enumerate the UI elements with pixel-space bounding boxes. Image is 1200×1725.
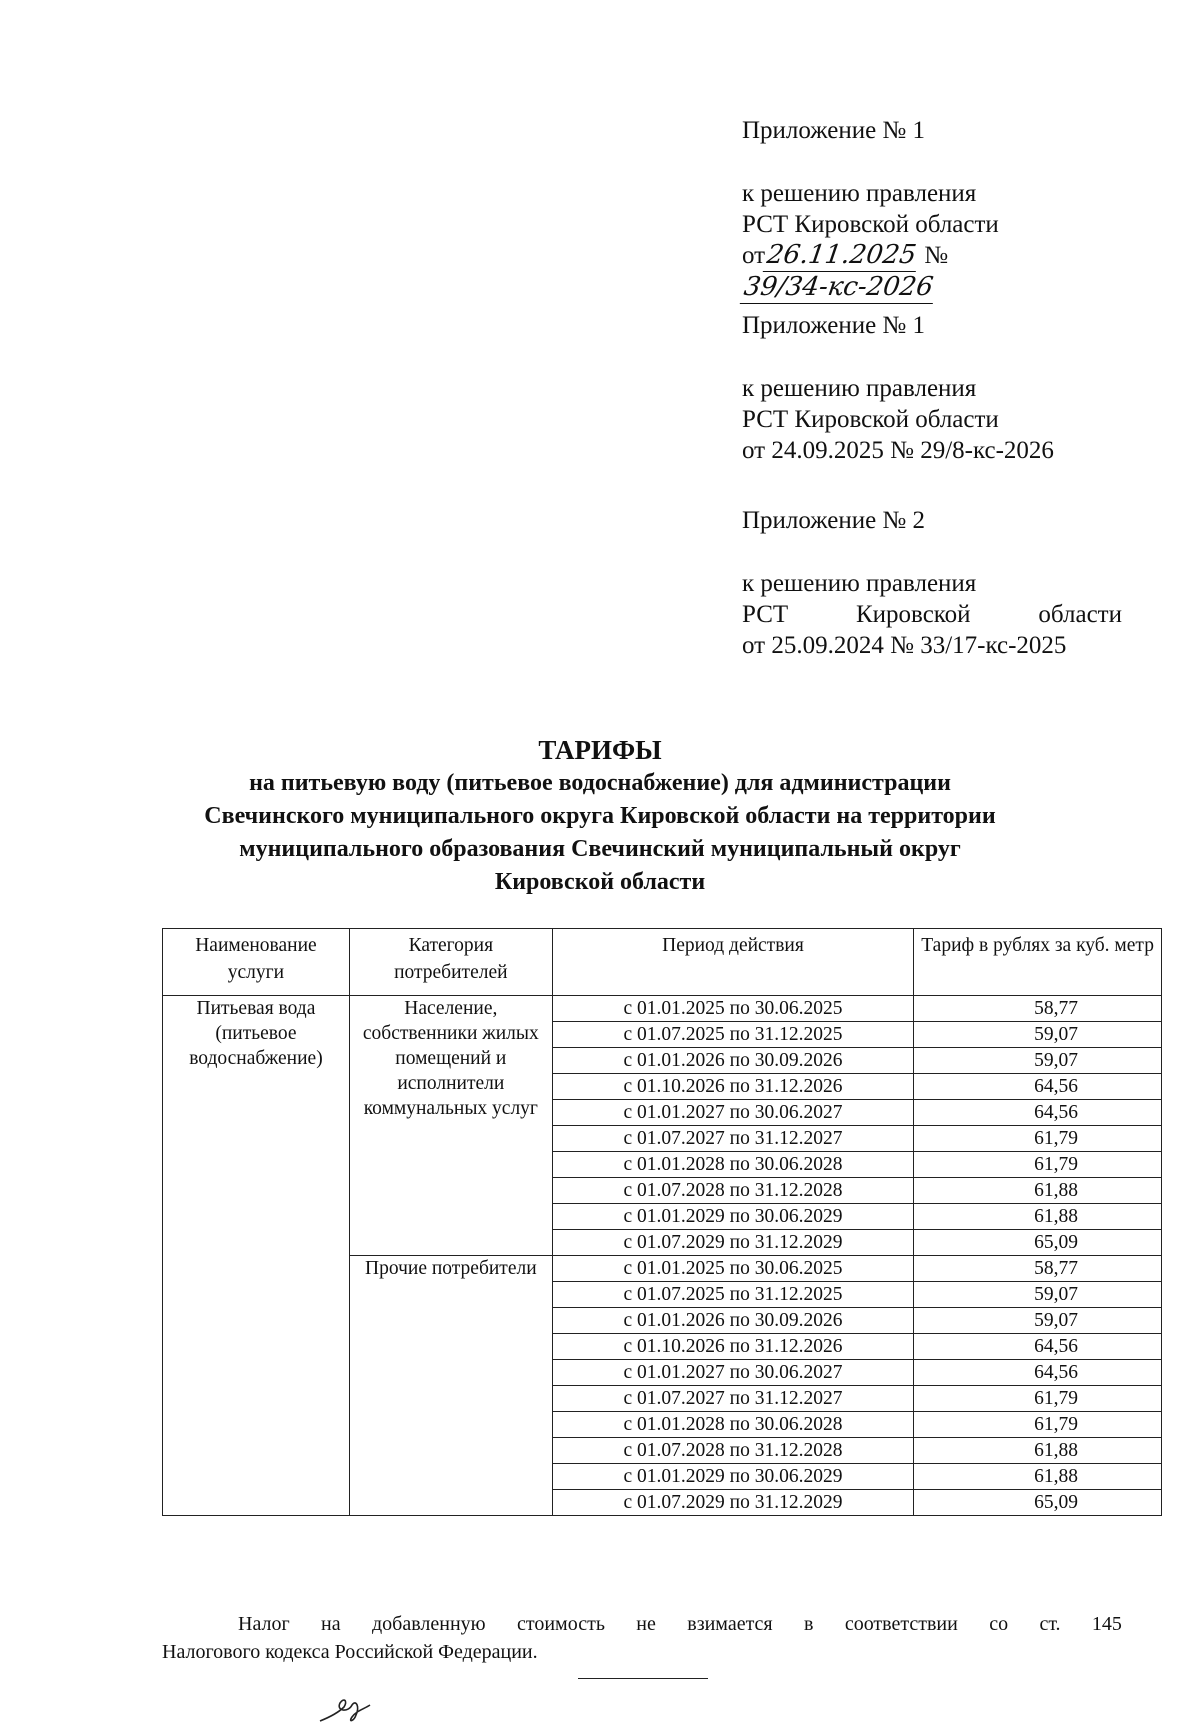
footnote-word: на — [321, 1613, 341, 1635]
number-prefix: № — [924, 242, 949, 269]
tariff-value-cell: 64,56 — [914, 1334, 1162, 1360]
category-cell: Население, собственники жилых помещений и исполнители коммунальных услуг — [349, 996, 552, 1256]
word: РСТ — [742, 601, 789, 628]
annex-title: Приложение № 1 — [742, 117, 926, 144]
period-cell: с 01.10.2026 по 31.12.2026 — [552, 1334, 913, 1360]
heading-line: муниципального образования Свечинский муниципальный округ — [239, 836, 961, 862]
annex-date-number-line: от 25.09.2024 № 33/17-кс-2025 — [742, 632, 1067, 659]
tariff-value-cell: 59,07 — [914, 1308, 1162, 1334]
table-header-row — [163, 929, 1162, 996]
document-heading — [0, 733, 1200, 899]
tariff-value-cell: 61,88 — [914, 1438, 1162, 1464]
footnote-word: ст. — [1039, 1613, 1061, 1635]
period-cell: с 01.07.2027 по 31.12.2027 — [552, 1386, 913, 1412]
footnote-word: в — [804, 1613, 814, 1635]
period-cell: с 01.01.2028 по 30.06.2028 — [552, 1152, 913, 1178]
handwritten-date: 26.11.2025 — [763, 240, 920, 272]
tariff-value-cell: 59,07 — [914, 1022, 1162, 1048]
period-cell: с 01.01.2027 по 30.06.2027 — [552, 1100, 913, 1126]
period-cell: с 01.01.2029 по 30.06.2029 — [552, 1464, 913, 1490]
period-cell: с 01.07.2029 по 31.12.2029 — [552, 1490, 913, 1516]
annex-authority-line: РСТ Кировской области — [742, 406, 999, 433]
annex-title: Приложение № 2 — [742, 507, 926, 534]
heading-line: на питьевую воду (питьевое водоснабжение) для администрации — [249, 770, 951, 796]
period-cell: с 01.01.2026 по 30.09.2026 — [552, 1308, 913, 1334]
annex-title: Приложение № 1 — [742, 312, 926, 339]
annex-decision-line: к решению правления — [742, 570, 977, 597]
footnote-word: взимается — [687, 1613, 773, 1635]
period-cell: с 01.01.2025 по 30.06.2025 — [552, 996, 913, 1022]
period-cell: с 01.07.2028 по 31.12.2028 — [552, 1178, 913, 1204]
tariff-value-cell: 65,09 — [914, 1490, 1162, 1516]
tariff-value-cell: 58,77 — [914, 1256, 1162, 1282]
tariff-value-cell: 64,56 — [914, 1360, 1162, 1386]
footnote-word: 145 — [1091, 1613, 1122, 1635]
word: области — [1038, 601, 1122, 628]
period-cell: с 01.10.2026 по 31.12.2026 — [552, 1074, 913, 1100]
tariff-value-cell: 59,07 — [914, 1048, 1162, 1074]
period-cell: с 01.07.2025 по 31.12.2025 — [552, 1022, 913, 1048]
category-cell: Прочие потребители — [349, 1256, 552, 1516]
tariff-value-cell: 65,09 — [914, 1230, 1162, 1256]
heading-line: Кировской области — [494, 869, 706, 895]
period-cell: с 01.01.2027 по 30.06.2027 — [552, 1360, 913, 1386]
header-tariff: Тариф в рублях за куб. метр — [914, 929, 1162, 996]
header-category: Категория потребителей — [349, 929, 552, 996]
period-cell: с 01.01.2025 по 30.06.2025 — [552, 1256, 913, 1282]
from-prefix: от — [742, 242, 766, 269]
heading-main: ТАРИФЫ — [538, 735, 662, 765]
heading-line: Свечинского муниципального округа Кировской области на территории — [204, 803, 996, 829]
annex-block-1 — [742, 115, 1122, 304]
tariff-value-cell: 61,79 — [914, 1386, 1162, 1412]
footnote-line-2: Налогового кодекса Российской Федерации. — [162, 1641, 538, 1663]
annex-authority-line — [742, 599, 1122, 630]
table-row — [163, 996, 1162, 1022]
period-cell: с 01.01.2026 по 30.09.2026 — [552, 1048, 913, 1074]
period-cell: с 01.07.2028 по 31.12.2028 — [552, 1438, 913, 1464]
tariff-value-cell: 61,88 — [914, 1178, 1162, 1204]
annex-authority-line: РСТ Кировской области — [742, 211, 999, 238]
period-cell: с 01.07.2029 по 31.12.2029 — [552, 1230, 913, 1256]
footnote-word: со — [989, 1613, 1009, 1635]
period-cell: с 01.01.2028 по 30.06.2028 — [552, 1412, 913, 1438]
tariff-value-cell: 61,88 — [914, 1464, 1162, 1490]
footnote-word: соответствии — [844, 1613, 958, 1635]
word: Кировской — [856, 601, 971, 628]
tariff-value-cell: 61,79 — [914, 1412, 1162, 1438]
annex-block-2 — [742, 310, 1122, 466]
service-name-cell: Питьевая вода (питьевое водоснабжение) — [163, 996, 350, 1516]
footnote-word: стоимость — [516, 1613, 605, 1635]
annex-decision-line: к решению правления — [742, 375, 977, 402]
footnote-word: не — [636, 1613, 656, 1635]
header-period: Период действия — [552, 929, 913, 996]
period-cell: с 01.07.2027 по 31.12.2027 — [552, 1126, 913, 1152]
annex-date-number-line: от 24.09.2025 № 29/8-кс-2026 — [742, 437, 1054, 464]
tariff-value-cell: 64,56 — [914, 1074, 1162, 1100]
tariff-value-cell: 64,56 — [914, 1100, 1162, 1126]
header-service: Наименование услуги — [163, 929, 350, 996]
tariff-value-cell: 59,07 — [914, 1282, 1162, 1308]
annex-block-3 — [742, 505, 1122, 661]
tariff-table — [162, 928, 1162, 1516]
period-cell: с 01.07.2025 по 31.12.2025 — [552, 1282, 913, 1308]
tariff-value-cell: 61,79 — [914, 1126, 1162, 1152]
footnote-line-1 — [162, 1610, 1122, 1638]
separator-line — [578, 1678, 708, 1679]
tariff-value-cell: 61,79 — [914, 1152, 1162, 1178]
tariff-value-cell: 61,88 — [914, 1204, 1162, 1230]
footnote — [162, 1610, 1122, 1666]
handwritten-number: 39/34-кс-2026 — [740, 272, 937, 304]
table-body — [163, 996, 1162, 1516]
tariff-value-cell: 58,77 — [914, 996, 1162, 1022]
footnote-word: добавленную — [372, 1613, 486, 1635]
period-cell: с 01.01.2029 по 30.06.2029 — [552, 1204, 913, 1230]
footnote-word: Налог — [238, 1613, 290, 1635]
annex-decision-line: к решению правления — [742, 180, 977, 207]
annex-date-number-line — [742, 240, 1122, 304]
